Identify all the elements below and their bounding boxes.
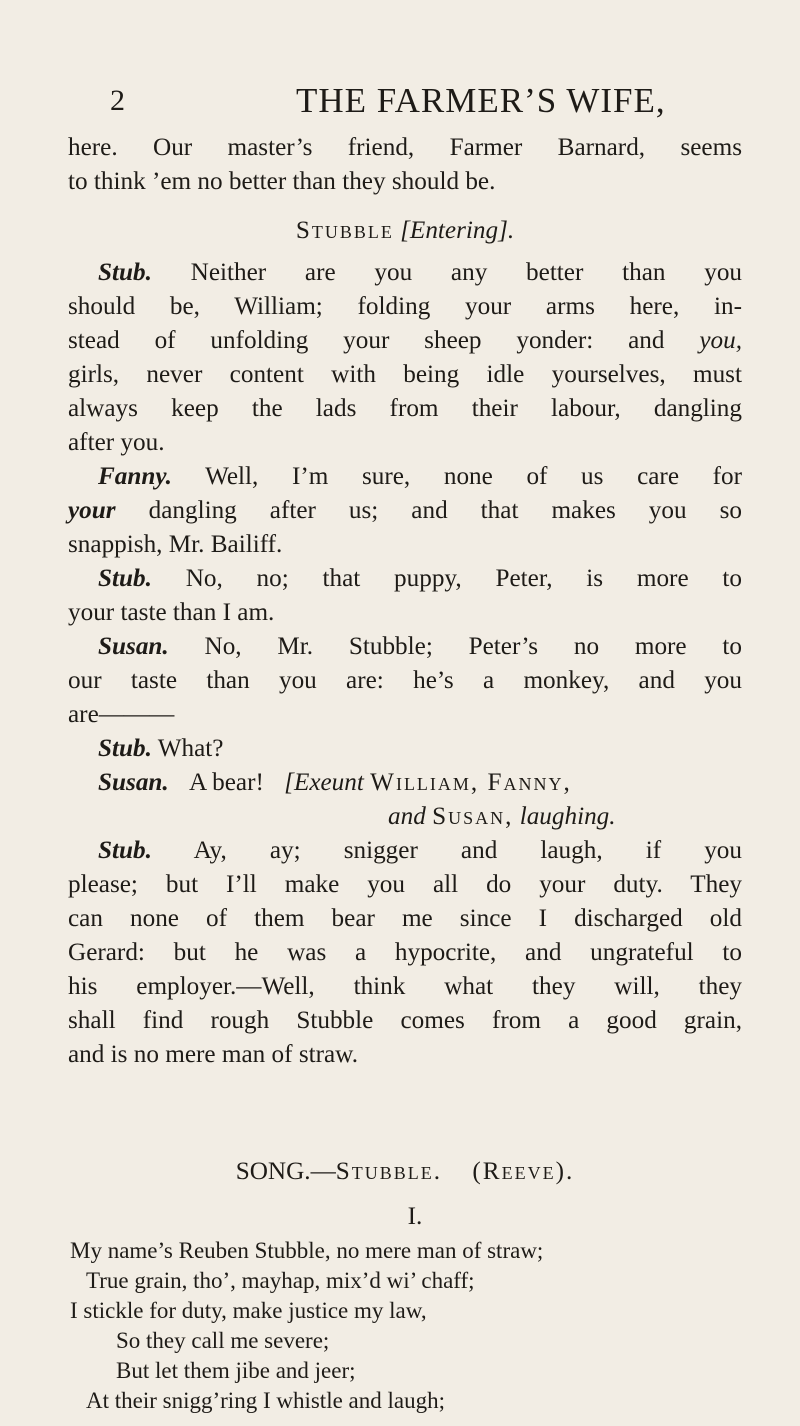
speaker-label: Stub. — [98, 565, 152, 592]
speech-text: What? — [157, 735, 224, 762]
speech-text: Ay, ay; snigger and laugh, if you — [193, 837, 742, 864]
stage-direction-line — [68, 800, 742, 834]
text-line: snappish, Mr. Bailiff. — [68, 531, 283, 558]
verse-line: At their snigg’ring I whistle and laugh; — [86, 1388, 445, 1413]
text-line: Gerard: but he was a hypocrite, and ungrateful to — [68, 939, 742, 966]
speech-line — [68, 460, 742, 494]
speaker-label: Fanny. — [98, 463, 172, 490]
character-name: Susan, — [432, 803, 514, 830]
dialogue-text — [68, 131, 742, 199]
emphasis-text: your — [68, 497, 116, 524]
text-line: please; but I’ll make you all do your duty. They — [68, 871, 742, 898]
character-name: Stubble — [295, 217, 394, 244]
song-verse — [70, 1236, 750, 1416]
text-line: should be, William; folding your arms here, in- — [68, 293, 742, 320]
song-heading — [68, 1155, 742, 1189]
speech-text: Neither are you any better than you — [190, 259, 743, 286]
text-line — [68, 324, 742, 358]
text-line: can none of them bear me since I discharged old — [68, 905, 742, 932]
speech-text: No, no; that puppy, Peter, is more to — [185, 565, 742, 592]
verse-line: True grain, tho’, mayhap, mix’d wi’ chaff; — [86, 1268, 475, 1293]
text-line: girls, never content with being idle yourselves, must — [68, 361, 742, 388]
song-label: SONG.— — [235, 1158, 336, 1185]
speech-text: Well, I’m sure, none of us care for — [205, 463, 742, 490]
stage-direction: laughing. — [519, 803, 616, 830]
text-line: here. Our master’s friend, Farmer Barnard, seems — [68, 134, 742, 161]
speech-line — [68, 630, 742, 664]
stanza-number: I. — [407, 1203, 423, 1230]
verse-line: I stickle for duty, make justice my law, — [70, 1298, 427, 1323]
speech-line — [68, 766, 742, 800]
verse-line: My name’s Reuben Stubble, no mere man of straw; — [70, 1238, 544, 1263]
text-line: and is no mere man of straw. — [68, 1041, 359, 1068]
speech-text: A bear! — [189, 769, 264, 796]
song-composer: (Reeve). — [472, 1158, 575, 1185]
speech-text: dangling after us; and that makes you so — [148, 497, 742, 524]
song-singer: Stubble. — [335, 1158, 443, 1185]
speaker-label: Susan. — [98, 633, 169, 660]
speech-line — [68, 732, 742, 766]
verse-line: So they call me severe; — [116, 1328, 330, 1353]
speech-line — [68, 834, 742, 868]
running-title: THE FARMER’S WIFE, — [296, 81, 666, 120]
speaker-label: Stub. — [98, 837, 152, 864]
text-line: after you. — [68, 429, 165, 456]
text-line: his employer.—Well, think what they will, they — [68, 973, 742, 1000]
speech-text: stead of unfolding your sheep yonder: and — [68, 327, 665, 354]
dialogue-block — [68, 256, 742, 1072]
speaker-label: Stub. — [98, 259, 152, 286]
text-line: shall find rough Stubble comes from a good grain, — [68, 1007, 742, 1034]
speech-line — [68, 256, 742, 290]
text-line: to think ’em no better than they should be. — [68, 168, 496, 195]
text-line: always keep the lads from their labour, dangling — [68, 395, 742, 422]
character-names: William, Fanny, — [370, 769, 572, 796]
page-header — [110, 76, 710, 126]
stage-direction-entry — [68, 214, 742, 248]
emphasis-text: you, — [699, 327, 743, 354]
stage-direction: [Entering]. — [400, 217, 515, 244]
verse-line: But let them jibe and jeer; — [116, 1358, 356, 1383]
text-line: our taste than you are: he’s a monkey, and you — [68, 667, 742, 694]
speaker-label: Susan. — [98, 769, 169, 796]
stage-direction: [Exeunt — [284, 769, 364, 796]
page-number: 2 — [110, 84, 125, 117]
stage-direction: and — [388, 803, 426, 830]
text-line: your taste than I am. — [68, 599, 275, 626]
speaker-label: Stub. — [98, 735, 152, 762]
speech-line — [68, 562, 742, 596]
text-line: are——— — [68, 701, 175, 728]
speech-text: No, Mr. Stubble; Peter’s no more to — [204, 633, 742, 660]
text-line — [68, 494, 742, 528]
